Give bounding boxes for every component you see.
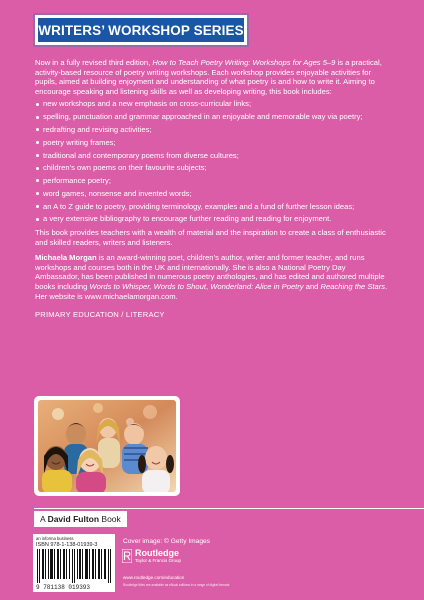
author-bio-text: . Her website is www.michaelamorgan.com. bbox=[35, 281, 388, 301]
publisher-divider bbox=[34, 508, 424, 509]
publisher-url: www.routledge.com/education bbox=[123, 575, 185, 580]
cover-photo bbox=[34, 396, 180, 496]
routledge-r-icon bbox=[122, 549, 132, 563]
publisher-name: David Fulton bbox=[47, 514, 100, 524]
feature-item: spelling, punctuation and grammar approached in an enjoyable and memorable way via poetry; bbox=[35, 112, 390, 122]
author-book-title: Wonderland: Alice in Poetry bbox=[210, 281, 304, 291]
publisher-suffix: Book bbox=[99, 514, 121, 524]
intro-text-a: Now in a fully revised third edition, bbox=[35, 58, 153, 67]
series-banner-text: WRITERS’ WORKSHOP SERIES bbox=[38, 22, 244, 38]
blurb bbox=[35, 58, 390, 320]
author-book-title: Reaching the Stars bbox=[320, 281, 386, 291]
series-banner-inner bbox=[38, 18, 244, 42]
series-banner bbox=[33, 13, 249, 47]
author-book-title: Words to Whisper, Words to Shout bbox=[89, 281, 206, 291]
children-illustration bbox=[38, 400, 176, 492]
feature-item: children’s own poems on their favourite subjects; bbox=[35, 163, 390, 173]
feature-item: an A to Z guide to poetry, providing terminology, examples and a fund of further lesson ideas; bbox=[35, 202, 390, 212]
intro-text-b: is a practical, activity-based resource of poetry writing workshops. Each workshop provides enjoyable activities for pupils, aimed at building enjoyment and understanding of what poetry is and how to write it. Aiming to encourage speaking and listening skills as well as developing writing, this book includes: bbox=[35, 58, 382, 96]
routledge-wordmark bbox=[135, 549, 181, 563]
author-bio-text: , bbox=[205, 281, 211, 291]
feature-item: poetry writing frames; bbox=[35, 138, 390, 148]
ebook-disclaimer: Routledge titles are available as eBook editions in a range of digital formats bbox=[123, 583, 230, 587]
intro-paragraph bbox=[35, 58, 390, 96]
isbn-label: ISBN 978-1-138-01939-3 bbox=[36, 542, 98, 548]
author-bio-text: is an award-winning poet, children’s author, writer and former teacher, and runs workshops and courses both in the UK and internationally. She is also a National Poetry Day Ambassador, has been published in numerous poetry anthologies, and has edited and authored multiple books including bbox=[35, 253, 385, 291]
subject-category: PRIMARY EDUCATION / LITERACY bbox=[35, 310, 165, 320]
publisher-imprint bbox=[34, 511, 127, 527]
publisher-imprint-text bbox=[40, 514, 121, 524]
author-bio-text: and bbox=[303, 281, 321, 291]
author-bio bbox=[35, 253, 390, 301]
intro-book-title: How to Teach Poetry Writing: Workshops for Ages 5–9 bbox=[152, 58, 336, 67]
feature-item: redrafting and revising activities; bbox=[35, 125, 390, 135]
isbn-barcode bbox=[33, 534, 115, 592]
feature-item: traditional and contemporary poems from diverse cultures; bbox=[35, 151, 390, 161]
publisher-prefix: A bbox=[40, 514, 48, 524]
author-name: Michaela Morgan bbox=[35, 253, 97, 263]
routledge-name: Routledge bbox=[135, 548, 179, 558]
feature-item: word games, nonsense and invented words; bbox=[35, 189, 390, 199]
feature-item: a very extensive bibliography to encourage further reading and reading for enjoyment. bbox=[35, 214, 390, 224]
routledge-logo bbox=[122, 549, 181, 563]
barcode-top-label: an informa business bbox=[36, 536, 74, 541]
features-list bbox=[35, 99, 390, 224]
routledge-subtitle: Taylor & Francis Group bbox=[135, 558, 182, 563]
closing-paragraph: This book provides teachers with a wealth of material and the inspiration to create a class of enthusiastic and skilled readers, writers and listeners. bbox=[35, 228, 386, 247]
cover-image-credit: Cover image: © Getty Images bbox=[123, 538, 210, 545]
feature-item: new workshops and a new emphasis on cross-curricular links; bbox=[35, 99, 390, 109]
feature-item: performance poetry; bbox=[35, 176, 390, 186]
barcode-number: 9 781138 019393 bbox=[36, 584, 91, 591]
barcode-bars bbox=[37, 549, 111, 583]
